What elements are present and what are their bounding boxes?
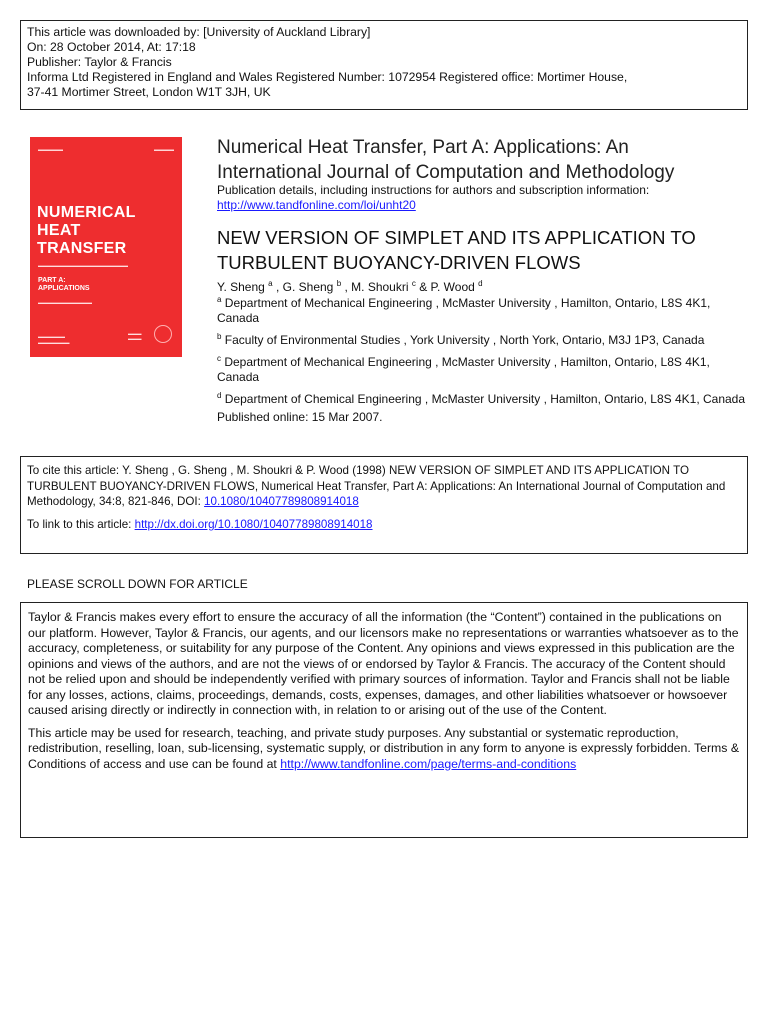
cover-part: PART A: APPLICATIONS [38, 277, 90, 292]
affiliation: $^d$ Department of Chemical Engineering , McMaster University , Hamilton, Ontario, L8S 4K1, Canada [217, 391, 746, 406]
cover-decoration: ▬▬▬▬▬ [38, 147, 63, 153]
cover-decoration: ▬▬▬▬ [154, 147, 174, 153]
author-sup: d [478, 279, 483, 288]
journal-cover-image [30, 137, 182, 357]
cover-decoration: ▬▬▬▬▬▬▬▬▬▬▬▬▬▬▬▬▬▬▬▬ [38, 263, 128, 268]
download-line: Publisher: Taylor & Francis [27, 55, 172, 69]
download-line: This article was downloaded by: [University of Auckland Library] [27, 25, 371, 39]
citation-text: To cite this article: Y. Sheng , G. Sheng , M. Shoukri & P. Wood (1998) NEW VERSION OF SIMPLET AND ITS APPLICATION TO TURBULENT BUOYANCY-DRIVEN FLOWS, Numerical Heat Transfer, Part A: Applications: An International Journal of Computation and Methodology, 34:8, 821-846, DOI: 10.1080/10407789808914018 [27, 464, 726, 508]
download-line: 37-41 Mortimer Street, London W1T 3JH, UK [27, 85, 271, 99]
author-sup: c [411, 279, 416, 288]
journal-title: Numerical Heat Transfer, Part A: Applications: An International Journal of Computation and Methodology [217, 137, 675, 183]
citation-box [20, 456, 748, 554]
affiliation-list [217, 292, 747, 425]
article-url-link[interactable]: http://dx.doi.org/10.1080/10407789808914018 [134, 517, 373, 531]
terms-conditions-link[interactable]: http://www.tandfonline.com/page/terms-and-conditions [280, 756, 577, 771]
publisher-seal-icon [154, 325, 172, 343]
cover-decoration: ▬▬▬▬▬▬ ▬▬▬▬▬▬▬ [38, 334, 70, 345]
publication-details: Publication details, including instructions for authors and subscription information: http://www.tandfonline.com/loi/unht20 [217, 183, 650, 212]
author-name: P. Wood [430, 280, 475, 294]
affiliation: $^a$ Department of Mechanical Engineering , McMaster University , Hamilton, Ontario, L8S 4K1, Canada [217, 295, 711, 325]
published-date: Published online: 15 Mar 2007. [217, 410, 383, 424]
terms-paragraph: This article may be used for research, teaching, and private study purposes. Any substantial or systematic reproduction, redistribution, reselling, loan, sub-licensing, systematic supply, or distribution in any form to anyone is expressly forbidden. Terms & Conditions of access and use can be found at http://www.tandfonline.com/page/terms-and-conditions [28, 725, 740, 771]
journal-url-link[interactable]: http://www.tandfonline.com/loi/unht20 [217, 198, 416, 212]
download-info-box [20, 20, 748, 110]
affiliation: $^b$ Faculty of Environmental Studies , York University , North York, Ontario, M3J 1P3, Canada [217, 332, 705, 347]
scroll-notice: PLEASE SCROLL DOWN FOR ARTICLE [27, 577, 248, 591]
doi-link[interactable]: 10.1080/10407789808914018 [204, 495, 359, 508]
download-line: Informa Ltd Registered in England and Wales Registered Number: 1072954 Registered office: Mortimer House, [27, 70, 628, 84]
cover-decoration: ▬▬▬ ▬▬▬ [128, 331, 142, 341]
author-name: M. Shoukri [351, 280, 409, 294]
cover-title: NUMERICAL HEAT TRANSFER [37, 204, 136, 257]
author-name: G. Sheng [282, 280, 334, 294]
author-name: Y. Sheng [217, 280, 265, 294]
author-list: Y. Sheng $^a$ , G. Sheng $^b$ , M. Shoukri $^c$ & P. Wood $^d$ [217, 279, 483, 294]
download-line: On: 28 October 2014, At: 17:18 [27, 40, 196, 54]
author-sup: b [336, 279, 342, 288]
author-sup: a [268, 279, 273, 288]
cover-decoration: ▬▬▬▬▬▬▬▬▬▬▬▬ [38, 300, 92, 305]
article-link-row: To link to this article: http://dx.doi.org/10.1080/10407789808914018 [27, 517, 373, 531]
affiliation: $^c$ Department of Mechanical Engineering , McMaster University , Hamilton, Ontario, L8S 4K1, Canada [217, 354, 710, 384]
article-title: NEW VERSION OF SIMPLET AND ITS APPLICATION TO TURBULENT BUOYANCY-DRIVEN FLOWS [217, 227, 696, 273]
disclaimer-paragraph: Taylor & Francis makes every effort to ensure the accuracy of all the information (the “Content”) contained in the publications on our platform. However, Taylor & Francis, our agents, and our licensors make no representations or warranties whatsoever as to the accuracy, completeness, or suitability for any purpose of the Content. Any opinions and views expressed in this publication are the opinions and views of the authors, and are not the views of or endorsed by Taylor & Francis. The accuracy of the Content should not be relied upon and should be independently verified with primary sources of information. Taylor and Francis shall not be liable for any losses, actions, claims, proceedings, demands, costs, expenses, damages, and other liabilities whatsoever or howsoever caused arising directly or indirectly in connection with, in relation to or arising out of the use of the Content. [28, 610, 739, 717]
disclaimer-box [20, 602, 748, 838]
